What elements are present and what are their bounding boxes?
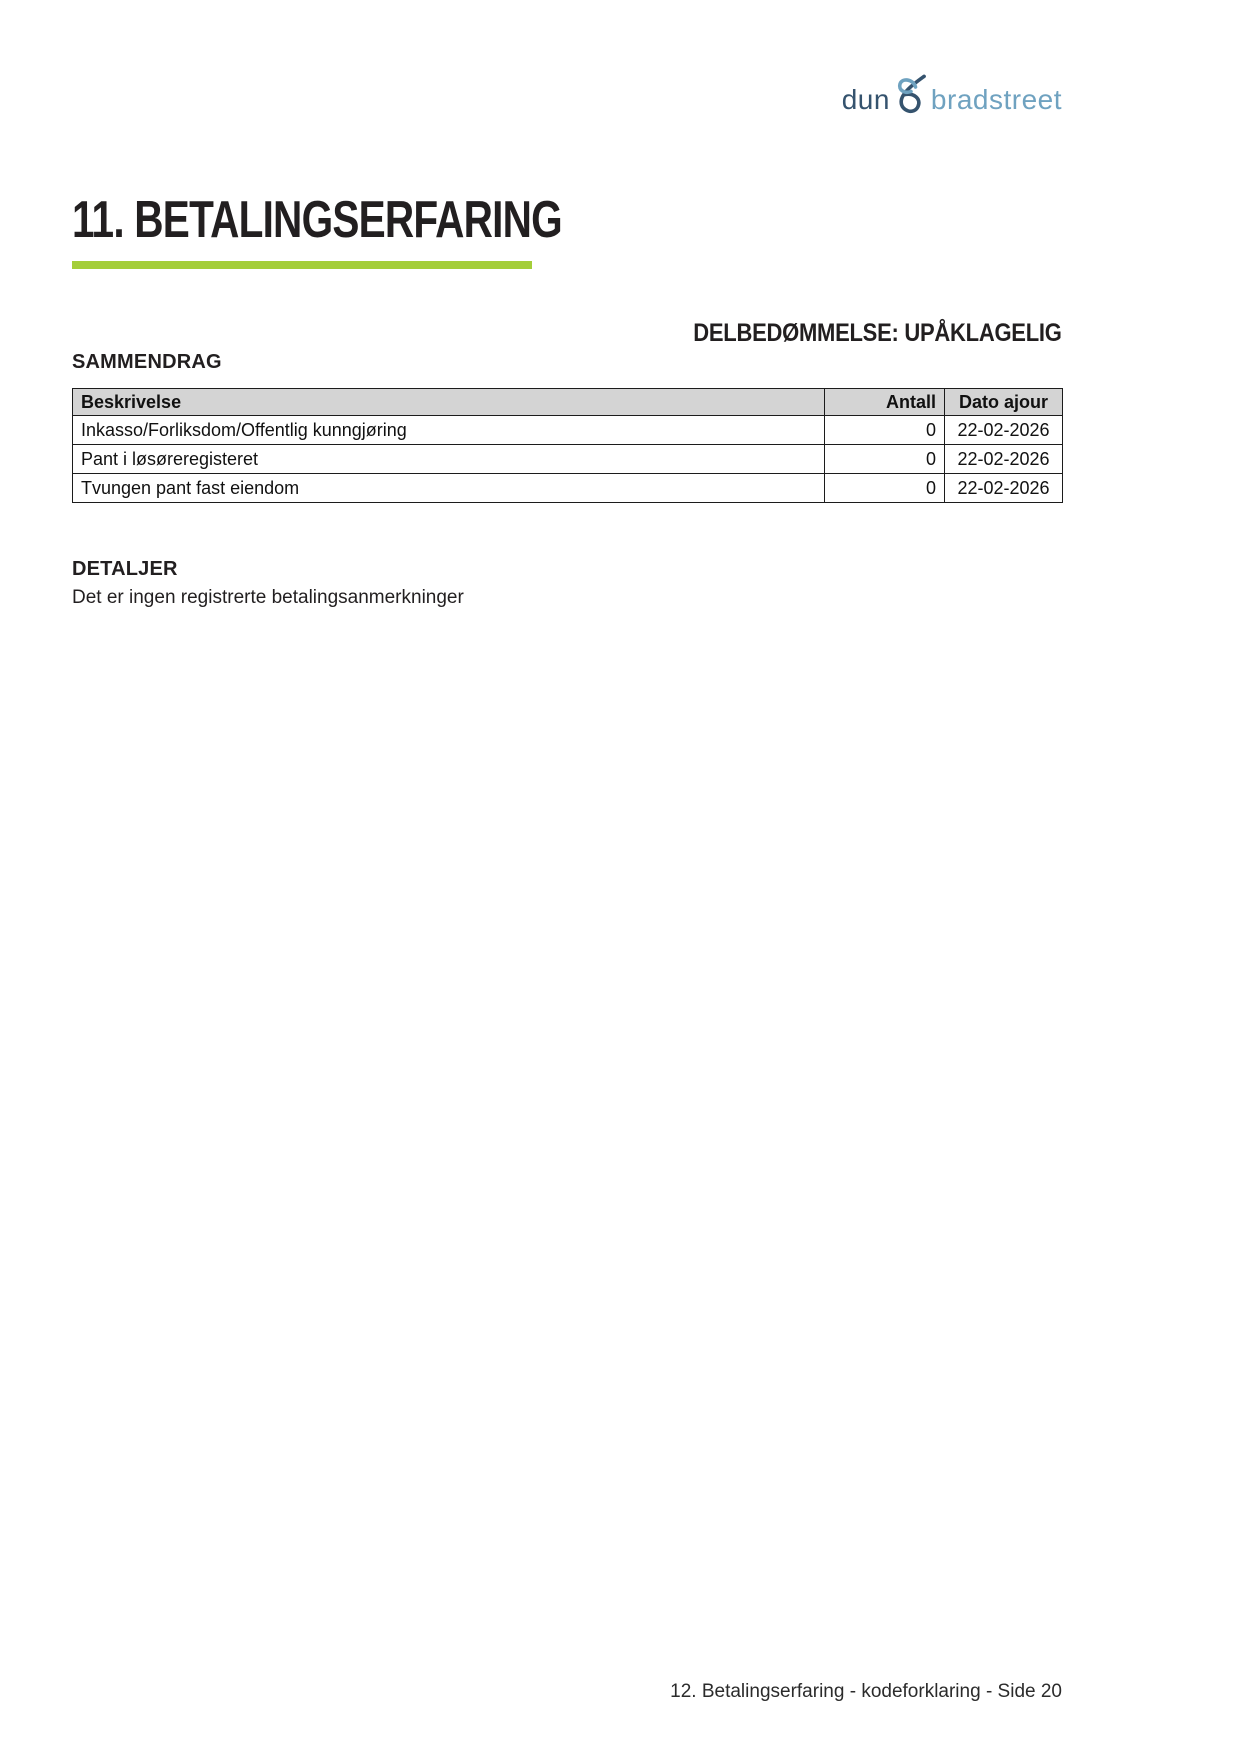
table-row	[73, 445, 1063, 474]
details-text: Det er ingen registrerte betalingsanmerkninger	[72, 587, 464, 608]
cell-dato-ajour: 22-02-2026	[945, 474, 1063, 503]
page-footer: 12. Betalingserfaring - kodeforklaring - Side 20	[670, 1681, 1062, 1702]
cell-antall: 0	[825, 416, 945, 445]
section-title	[72, 191, 772, 249]
cell-dato-ajour: 22-02-2026	[945, 445, 1063, 474]
column-header-beskrivelse: Beskrivelse	[73, 389, 825, 416]
assessment-heading-text: DELBEDØMMELSE: UPÅKLAGELIG	[693, 319, 1062, 347]
cell-antall: 0	[825, 445, 945, 474]
summary-table-header-row	[73, 389, 1063, 416]
dnb-ampersand-icon	[893, 72, 929, 120]
dnb-logo	[842, 66, 1062, 114]
cell-antall: 0	[825, 474, 945, 503]
cell-beskrivelse: Inkasso/Forliksdom/Offentlig kunngjøring	[73, 416, 825, 445]
table-row	[73, 416, 1063, 445]
summary-heading: SAMMENDRAG	[72, 351, 222, 373]
assessment-heading	[643, 321, 1062, 346]
column-header-antall: Antall	[825, 389, 945, 416]
table-row	[73, 474, 1063, 503]
cell-beskrivelse: Pant i løsøreregisteret	[73, 445, 825, 474]
accent-underline	[72, 261, 532, 269]
cell-beskrivelse: Tvungen pant fast eiendom	[73, 474, 825, 503]
details-heading: DETALJER	[72, 558, 178, 580]
column-header-dato-ajour: Dato ajour	[945, 389, 1063, 416]
cell-dato-ajour: 22-02-2026	[945, 416, 1063, 445]
section-title-text: 11. BETALINGSERFARING	[72, 191, 562, 249]
logo-text-dun: dun	[841, 84, 890, 115]
summary-table	[72, 388, 1063, 503]
logo-text-bradstreet: bradstreet	[930, 84, 1062, 115]
